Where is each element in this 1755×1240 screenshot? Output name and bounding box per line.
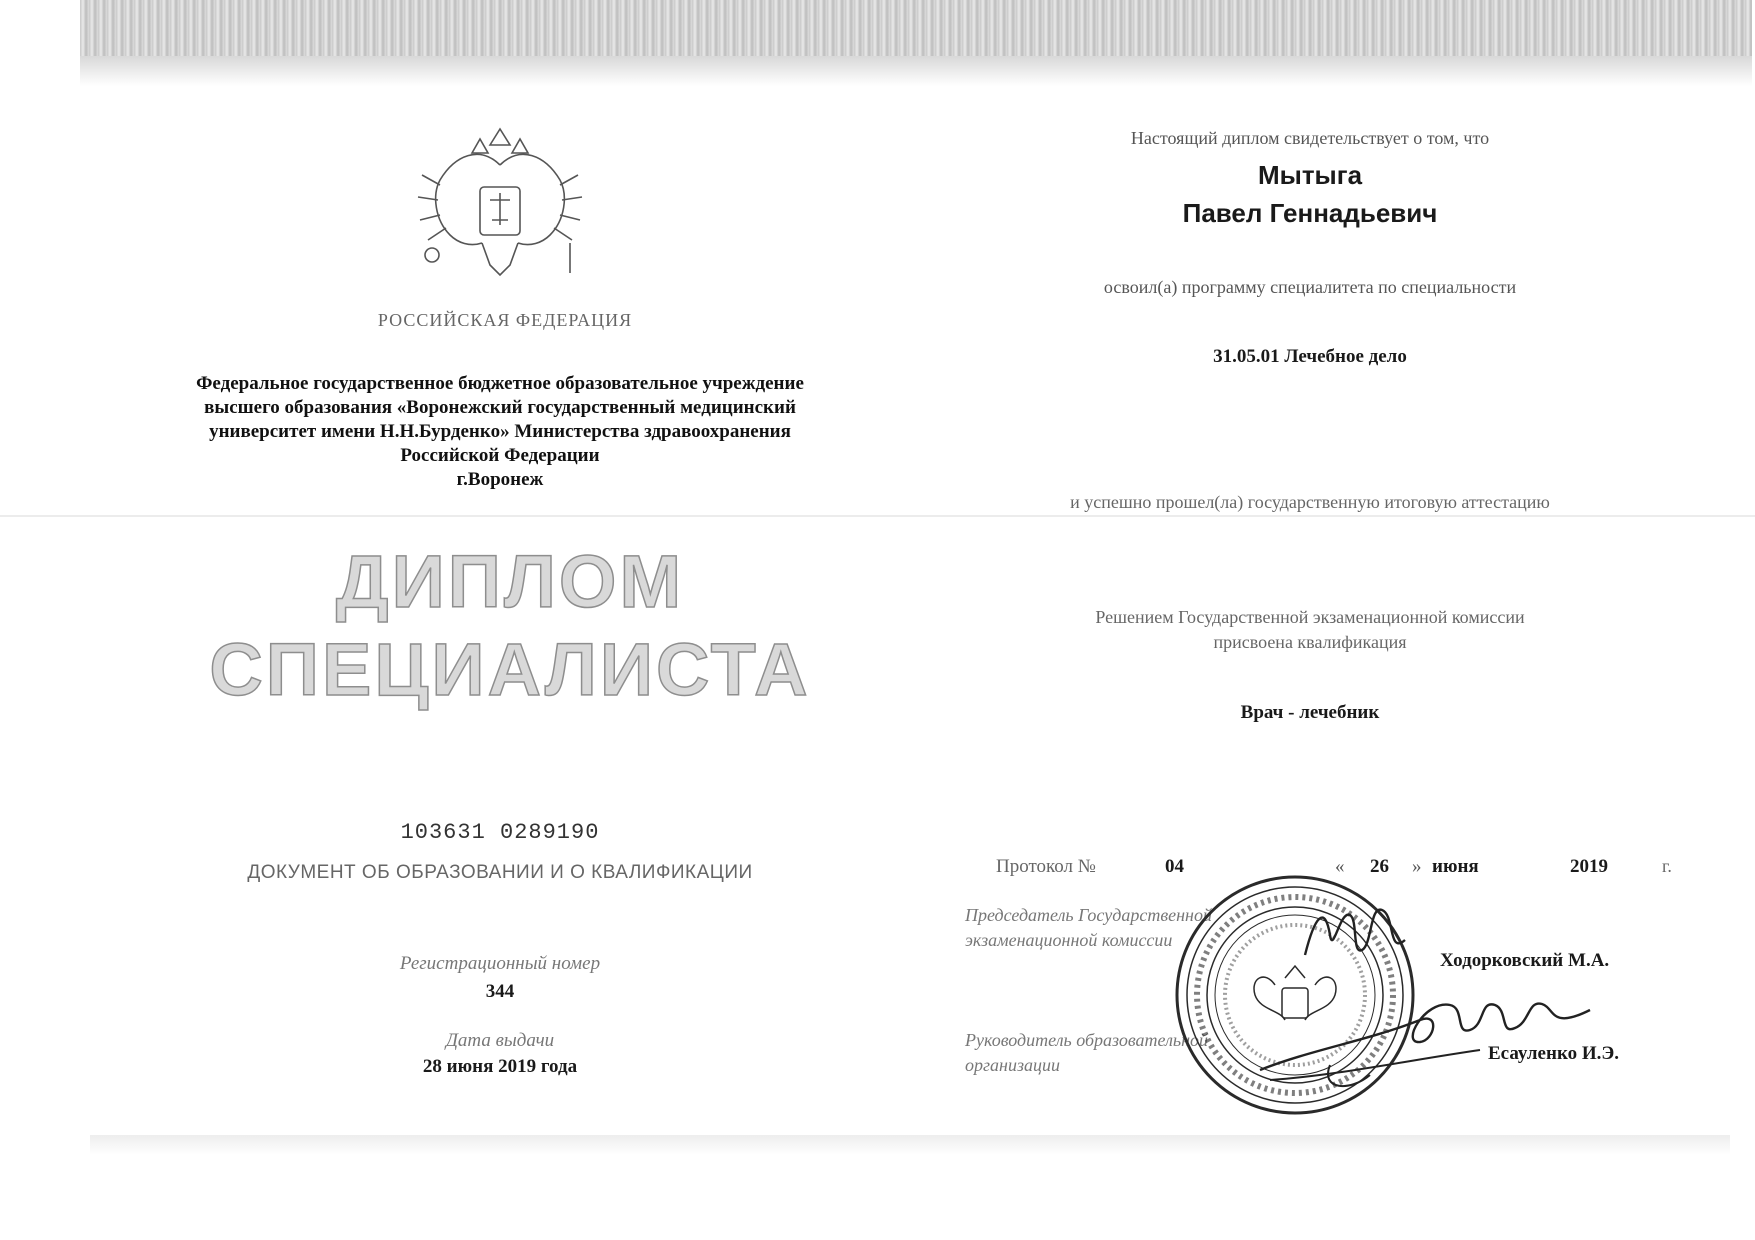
serial-number: 103631 0289190 [400, 820, 600, 845]
organization-city: г.Воронеж [456, 469, 544, 490]
protocol-label: Протокол № [996, 856, 1096, 877]
head-signature [1250, 980, 1600, 1100]
diploma-title-line-2: СПЕЦИАЛИСТА [209, 628, 811, 711]
protocol-year-suffix: г. [1662, 856, 1672, 876]
graduate-given-names: Павел Геннадьевич [1182, 198, 1438, 228]
decision-line-1: Решением Государственной экзаменационной комиссии [1095, 607, 1525, 627]
registration-number: 344 [485, 981, 515, 1002]
protocol-quote-open: « [1335, 856, 1345, 877]
document-type: ДОКУМЕНТ ОБ ОБРАЗОВАНИИ И О КВАЛИФИКАЦИИ [247, 862, 753, 883]
organization-line: университет имени Н.Н.Бурденко» Министерства здравоохранения [209, 421, 791, 442]
protocol-year: 2019 [1570, 856, 1608, 877]
protocol-month: июня [1432, 856, 1479, 877]
diploma-title-line-1: ДИПЛОМ [335, 540, 685, 623]
graduate-surname: Мытыга [1257, 160, 1363, 190]
protocol-quote-close: » [1412, 856, 1422, 877]
commission-decision [1000, 605, 1620, 655]
program-text: освоил(а) программу специалитета по специальности [1103, 277, 1517, 297]
decorative-bottom-band [90, 1135, 1730, 1155]
qualification: Врач - лечебник [1240, 702, 1380, 723]
organization-line: высшего образования «Воронежский государственный медицинский [204, 397, 796, 418]
attestation-text: и успешно прошел(ла) государственную итоговую аттестацию [1070, 492, 1550, 512]
organization-name [100, 372, 900, 492]
chair-signature [1300, 895, 1410, 970]
protocol-number: 04 [1165, 856, 1184, 877]
issue-date: 28 июня 2019 года [422, 1056, 578, 1077]
specialty: 31.05.01 Лечебное дело [1213, 346, 1407, 367]
organization-line: Федеральное государственное бюджетное образовательное учреждение [196, 373, 804, 394]
issue-date-label: Дата выдачи [445, 1030, 555, 1051]
decorative-top-band [80, 0, 1752, 86]
certification-intro: Настоящий диплом свидетельствует о том, что [1130, 128, 1490, 148]
diploma-title [160, 538, 860, 714]
protocol-day: 26 [1370, 856, 1389, 877]
country-name: РОССИЙСКАЯ ФЕДЕРАЦИЯ [377, 310, 633, 330]
decision-line-2: присвоена квалификация [1213, 632, 1407, 652]
organization-head-name: Есауленко И.Э. [1488, 1043, 1620, 1064]
page-fold-line [0, 515, 1755, 517]
registration-label: Регистрационный номер [399, 953, 601, 974]
coat-of-arms-emblem [410, 125, 590, 290]
commission-chair-name: Ходорковский М.А. [1440, 950, 1610, 971]
commission-chair-label: Председатель Государственной экзаменационной комиссии [965, 905, 1212, 950]
organization-head-label: Руководитель образовательной организации [965, 1030, 1209, 1075]
organization-line: Российской Федерации [400, 445, 600, 466]
